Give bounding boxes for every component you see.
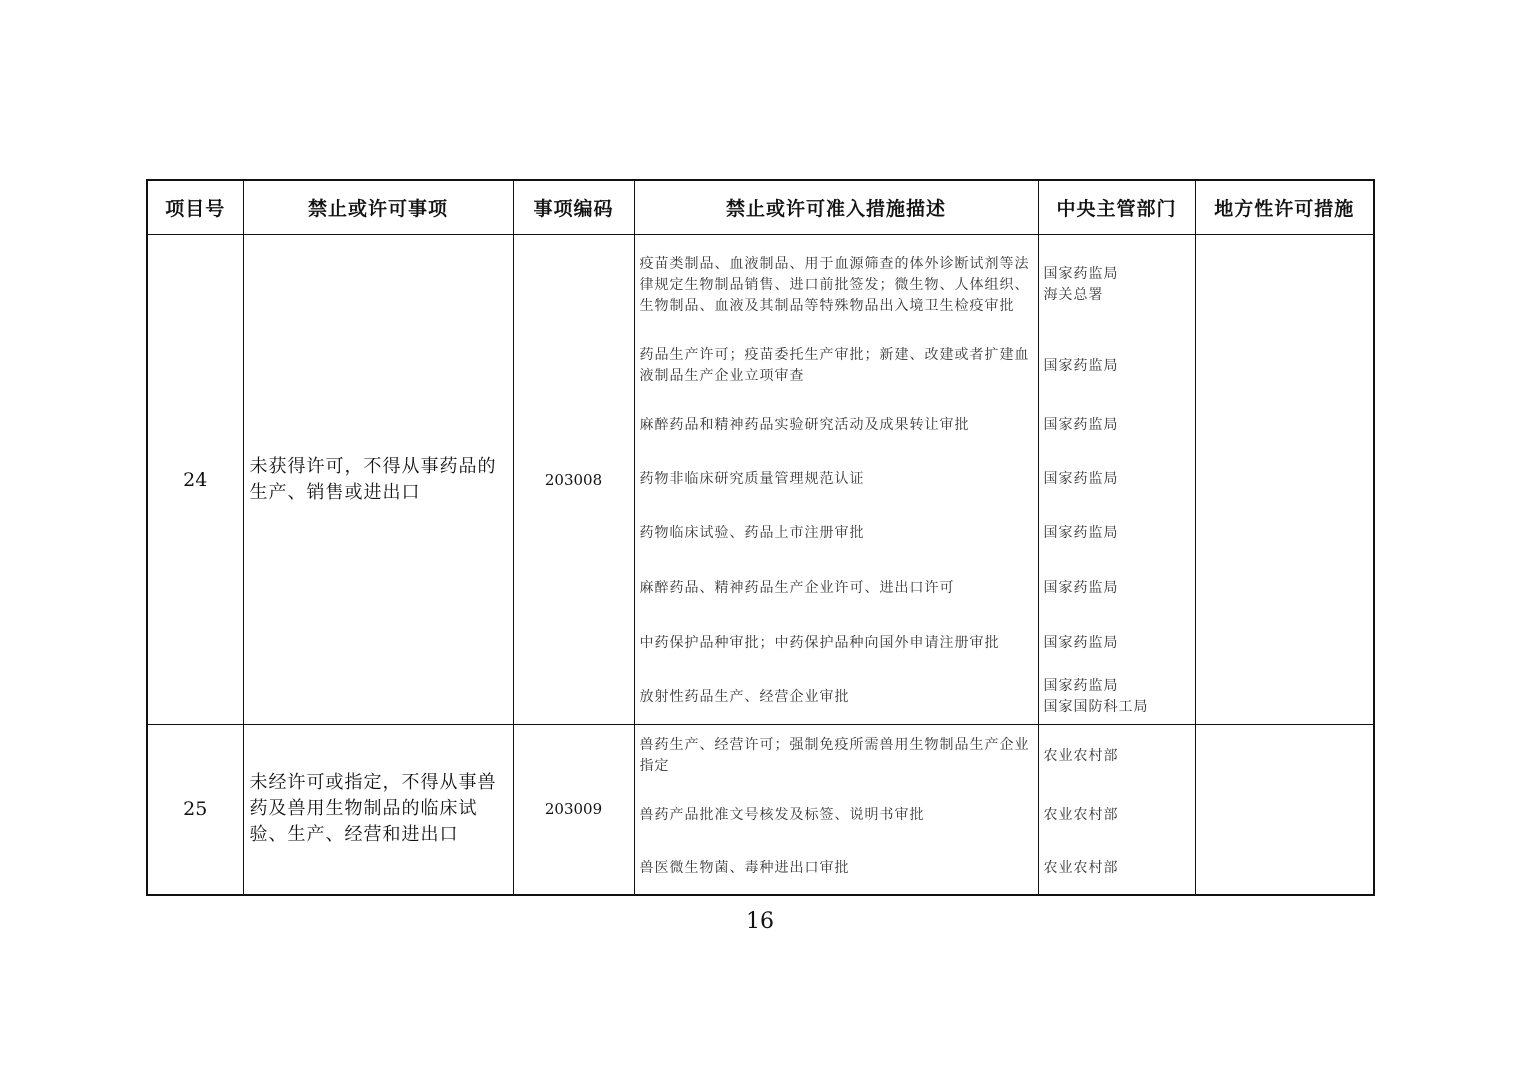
table-row [147, 725, 1374, 895]
measure-desc: 麻醉药品、精神药品生产企业许可、进出口许可 [639, 579, 955, 596]
measure-desc: 药物临床试验、药品上市注册审批 [639, 524, 865, 541]
measure-desc: 中药保护品种审批；中药保护品种向国外申请注册审批 [639, 634, 1000, 651]
header-measure-desc: 禁止或许可准入措施描述 [634, 180, 1038, 235]
header-central-dept: 中央主管部门 [1038, 180, 1195, 235]
central-dept: 国家药监局 [1043, 579, 1119, 596]
header-local-measure: 地方性许可措施 [1195, 180, 1374, 235]
measure-desc: 疫苗类制品、血液制品、用于血源筛查的体外诊断试剂等法律规定生物制品销售、进口前批签发；微生物、人体组织、生物制品、血液及其制品等特殊物品出入境卫生检疫审批 [639, 255, 1030, 314]
central-dept: 国家药监局 [1043, 524, 1119, 541]
permit-table [146, 179, 1375, 896]
code-cell: 203008 [513, 235, 634, 725]
local-measure-cell [1195, 725, 1374, 895]
central-dept: 国家药监局 [1043, 416, 1119, 433]
table-header-row [147, 180, 1374, 235]
central-dept: 国家药监局 [1043, 470, 1119, 487]
measure-desc: 药物非临床研究质量管理规范认证 [639, 470, 865, 487]
central-dept-cell [1038, 725, 1195, 895]
item-no-cell: 25 [147, 725, 243, 895]
central-dept: 国家药监局 [1043, 357, 1119, 374]
measure-desc: 兽药生产、经营许可；强制免疫所需兽用生物制品生产企业指定 [639, 737, 1030, 774]
local-measure-cell [1195, 235, 1374, 725]
header-code: 事项编码 [513, 180, 634, 235]
measure-desc-cell [634, 725, 1038, 895]
measure-desc: 麻醉药品和精神药品实验研究活动及成果转让审批 [639, 416, 970, 433]
code-cell: 203009 [513, 725, 634, 895]
item-text: 未经许可或指定，不得从事兽药及兽用生物制品的临床试验、生产、经营和进出口 [249, 772, 497, 846]
central-dept: 国家药监局 [1043, 634, 1119, 651]
measure-desc: 兽药产品批准文号核发及标签、说明书审批 [639, 806, 925, 823]
page-number: 16 [746, 909, 774, 934]
central-dept: 国家药监局 国家国防科工局 [1043, 678, 1149, 715]
central-dept-cell [1038, 235, 1195, 725]
table-row [147, 235, 1374, 725]
central-dept: 农业农村部 [1043, 859, 1119, 876]
measure-desc: 放射性药品生产、经营企业审批 [639, 688, 850, 705]
central-dept: 农业农村部 [1043, 806, 1119, 823]
item-text: 未获得许可，不得从事药品的生产、销售或进出口 [249, 455, 497, 503]
item-cell [243, 235, 513, 725]
measure-desc-cell [634, 235, 1038, 725]
header-item: 禁止或许可事项 [243, 180, 513, 235]
measure-desc: 药品生产许可；疫苗委托生产审批；新建、改建或者扩建血液制品生产企业立项审查 [639, 347, 1030, 384]
central-dept: 国家药监局 海关总署 [1043, 266, 1119, 303]
header-item-no: 项目号 [147, 180, 243, 235]
central-dept: 农业农村部 [1043, 747, 1119, 764]
measure-desc: 兽医微生物菌、毒种进出口审批 [639, 859, 850, 876]
item-no-cell: 24 [147, 235, 243, 725]
item-cell [243, 725, 513, 895]
